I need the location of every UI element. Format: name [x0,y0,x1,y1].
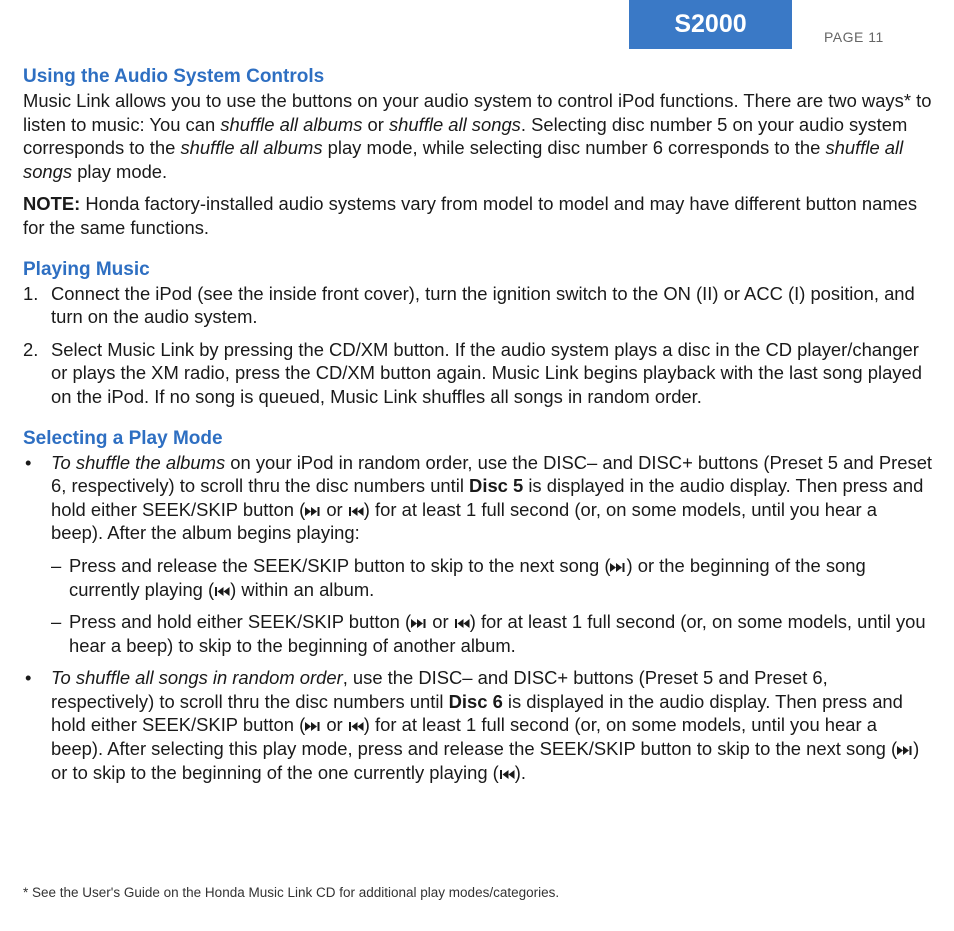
skip-forward-icon [305,721,321,732]
skip-forward-icon [305,506,321,517]
play-mode-list [23,451,933,785]
sub-list [51,554,933,657]
page-number: PAGE 11 [824,29,884,45]
list-item [23,338,933,409]
skip-forward-icon [610,562,626,573]
note-label: NOTE: [23,193,81,215]
section-heading-audio-controls: Using the Audio System Controls [23,66,325,87]
model-badge: S2000 [629,0,792,49]
bullet: • [25,451,32,473]
section-heading-play-mode: Selecting a Play Mode [23,427,223,449]
steps-list [23,282,933,409]
page-content [23,65,933,784]
step-number: 2. [23,338,39,360]
skip-forward-icon [897,745,913,756]
list-item: • To shuffle all songs in random order, use the DISC– and DISC+ buttons (Preset 5 and Preset 6, respectively) to scroll thru the disc numbers until Disc 6 is displayed in the audio display. Then press and hold either SEEK/SKIP button ( or ) for at least 1 full second (or, on some models, until you hear a beep). After selecting this play mode, press and release the SEEK/SKIP button to skip to the next song ( ) or to skip to the beginning of the one currently playing ( ). [25,667,920,783]
skip-back-icon [348,721,364,732]
sub-item: – Press and release the SEEK/SKIP button to skip to the next song ( ) or the beginning of the song currently playing ( ) within an album. [51,554,866,600]
note-paragraph: NOTE: Honda factory-installed audio systems vary from model to model and may have different button names for the same functions. [23,193,918,238]
skip-back-icon [214,586,230,597]
sub-item: – Press and hold either SEEK/SKIP button ( or ) for at least 1 full second (or, on some models, until you hear a beep) to skip to the beginning of another album. [51,611,926,656]
section-heading-playing-music: Playing Music [23,258,150,280]
skip-forward-icon [411,618,427,629]
footnote: * See the User's Guide on the Honda Music Link CD for additional play modes/categories. [23,885,560,900]
list-item [23,282,933,329]
skip-back-icon [499,769,515,780]
dash: – [51,554,62,576]
skip-back-icon [454,618,470,629]
bullet: • [25,667,32,689]
intro-paragraph: Music Link allows you to use the buttons on your audio system to control iPod functions. There are two ways* to listen to music: You can shuffle all albums or shuffle all songs. Selecting disc number 5 on your audio system corresponds to the shuffle all albums play mode, while selecting disc number 6 corresponds to the shuffle all songs play mode. [23,90,932,182]
step-text: Connect the iPod (see the inside front cover), turn the ignition switch to the ON (II) or ACC (I) position, and turn on the audio system. [51,282,915,328]
step-number: 1. [23,282,39,304]
dash: – [51,611,62,633]
step-text: Select Music Link by pressing the CD/XM button. If the audio system plays a disc in the CD player/changer or plays the XM radio, press the CD/XM button again. Music Link begins playback with the last song played on the iPod. If no song is queued, Music Link shuffles all songs in random order. [51,338,922,407]
list-item: • To shuffle the albums on your iPod in random order, use the DISC– and DISC+ buttons (Preset 5 and Preset 6, respectively) to scroll thru the disc numbers until Disc 5 is displayed in the audio display. Then press and hold either SEEK/SKIP button ( or ) for at least 1 full second (or, on some models, until you hear a beep). After the album begins playing: – Press and release the SEEK/SKIP button to skip to the next song ( ) or the beginning of the song currently playing ( ) within an album. – Press and hold either SEEK/SKIP button ( or ) for at least 1 full second (or, on some models, until you hear a beep) to skip to the beginning of another album. [25,451,933,656]
skip-back-icon [348,506,364,517]
